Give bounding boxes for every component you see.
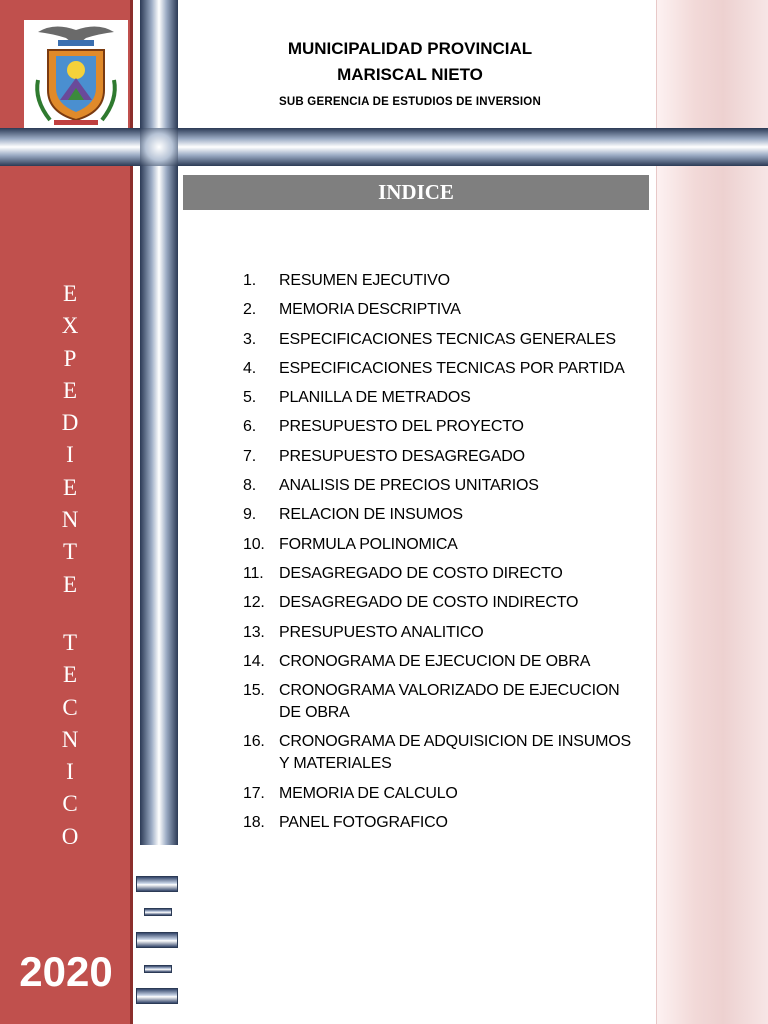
toc-item	[243, 416, 643, 438]
toc-number: 13.	[243, 623, 265, 641]
toc-title: CRONOGRAMA DE EJECUCION DE OBRA	[279, 652, 591, 670]
vertical-letter: O	[61, 823, 79, 849]
vertical-word-expediente	[50, 278, 90, 601]
vertical-letter: E	[62, 571, 78, 597]
vertical-letter: E	[62, 377, 78, 403]
toc-number: 16.	[243, 733, 265, 751]
toc-item	[243, 592, 643, 614]
toc-item	[243, 622, 643, 644]
toc-number: 11.	[243, 564, 264, 582]
toc-number: 7.	[243, 447, 256, 465]
toc-number: 8.	[243, 477, 256, 495]
toc-number: 4.	[243, 359, 256, 377]
toc-title: PLANILLA DE METRADOS	[279, 389, 471, 407]
decorative-bar	[136, 932, 178, 948]
toc-number: 6.	[243, 418, 256, 436]
vertical-letter: I	[66, 442, 74, 468]
toc-number: 15.	[243, 682, 265, 700]
toc-title: PRESUPUESTO ANALITICO	[279, 623, 484, 641]
toc-number: 1.	[243, 272, 256, 289]
toc-number: 9.	[243, 506, 256, 524]
decorative-bar	[144, 908, 172, 916]
toc-item	[243, 563, 643, 585]
decorative-bar	[136, 876, 178, 892]
vertical-letter: E	[62, 662, 78, 688]
toc-title: DESAGREGADO DE COSTO INDIRECTO	[279, 594, 579, 612]
toc-item	[243, 504, 643, 526]
vertical-letter: P	[63, 345, 77, 371]
toc-title: DESAGREGADO DE COSTO DIRECTO	[279, 564, 563, 582]
vertical-letter: E	[62, 474, 78, 500]
toc-title: FORMULA POLINOMICA	[279, 535, 458, 553]
header-title-line1: MUNICIPALIDAD PROVINCIAL	[287, 39, 533, 58]
toc-item	[243, 651, 643, 673]
toc-title: RESUMEN EJECUTIVO	[279, 272, 450, 289]
vertical-letter: N	[61, 507, 79, 533]
toc-number: 17.	[243, 784, 265, 802]
year-label: 2020	[19, 948, 113, 995]
toc-number: 18.	[243, 814, 265, 832]
vertical-bar	[140, 0, 178, 845]
header-title-line2: MARISCAL NIETO	[337, 65, 483, 84]
toc-number: 5.	[243, 389, 256, 407]
toc-item	[243, 475, 643, 497]
toc-item	[243, 680, 643, 724]
toc-number: 2.	[243, 301, 256, 319]
toc-title: MEMORIA DE CALCULO	[279, 784, 458, 802]
toc-item	[243, 387, 643, 409]
vertical-letter: D	[61, 410, 79, 436]
toc-title: MEMORIA DESCRIPTIVA	[279, 301, 461, 319]
vertical-letter: I	[66, 759, 74, 785]
toc-title: ANALISIS DE PRECIOS UNITARIOS	[279, 477, 539, 495]
vertical-letter: T	[62, 630, 78, 655]
toc-item	[243, 270, 643, 292]
toc-number: 10.	[243, 535, 265, 553]
toc-title: RELACION DE INSUMOS	[279, 506, 463, 524]
municipal-crest-icon	[24, 20, 128, 130]
header-subtitle: SUB GERENCIA DE ESTUDIOS DE INVERSION	[279, 96, 541, 108]
toc-item	[243, 299, 643, 321]
bar-intersection	[140, 128, 178, 166]
table-of-contents	[243, 270, 643, 841]
decorative-bar	[136, 988, 178, 1004]
municipal-logo	[24, 20, 128, 130]
vertical-letter: E	[62, 281, 78, 306]
vertical-word-tecnico	[50, 627, 90, 853]
document-header	[200, 36, 620, 108]
toc-number: 12.	[243, 594, 265, 612]
vertical-letter: C	[62, 791, 78, 817]
toc-item	[243, 329, 643, 351]
toc-title: PRESUPUESTO DEL PROYECTO	[279, 418, 524, 436]
toc-title: PANEL FOTOGRAFICO	[279, 814, 448, 832]
horizontal-bar	[0, 128, 768, 166]
index-banner: INDICE	[183, 175, 649, 210]
toc-item	[243, 812, 643, 834]
toc-item	[243, 446, 643, 468]
toc-item	[243, 534, 643, 556]
vertical-letter: C	[62, 694, 78, 720]
vertical-letter: T	[62, 539, 78, 565]
vertical-letter: X	[61, 313, 79, 339]
decorative-bar	[144, 965, 172, 973]
toc-item	[243, 783, 643, 805]
toc-number: 3.	[243, 330, 256, 348]
vertical-letter: N	[61, 726, 79, 752]
toc-title: CRONOGRAMA VALORIZADO DE EJECUCION DE OBRA	[279, 682, 620, 722]
toc-title: ESPECIFICACIONES TECNICAS GENERALES	[279, 330, 616, 348]
toc-item	[243, 358, 643, 380]
toc-number: 14.	[243, 652, 265, 670]
toc-title: ESPECIFICACIONES TECNICAS POR PARTIDA	[279, 359, 625, 377]
toc-item	[243, 731, 643, 775]
toc-title: CRONOGRAMA DE ADQUISICION DE INSUMOS Y MATERIALES	[279, 733, 631, 773]
toc-title: PRESUPUESTO DESAGREGADO	[279, 447, 525, 465]
